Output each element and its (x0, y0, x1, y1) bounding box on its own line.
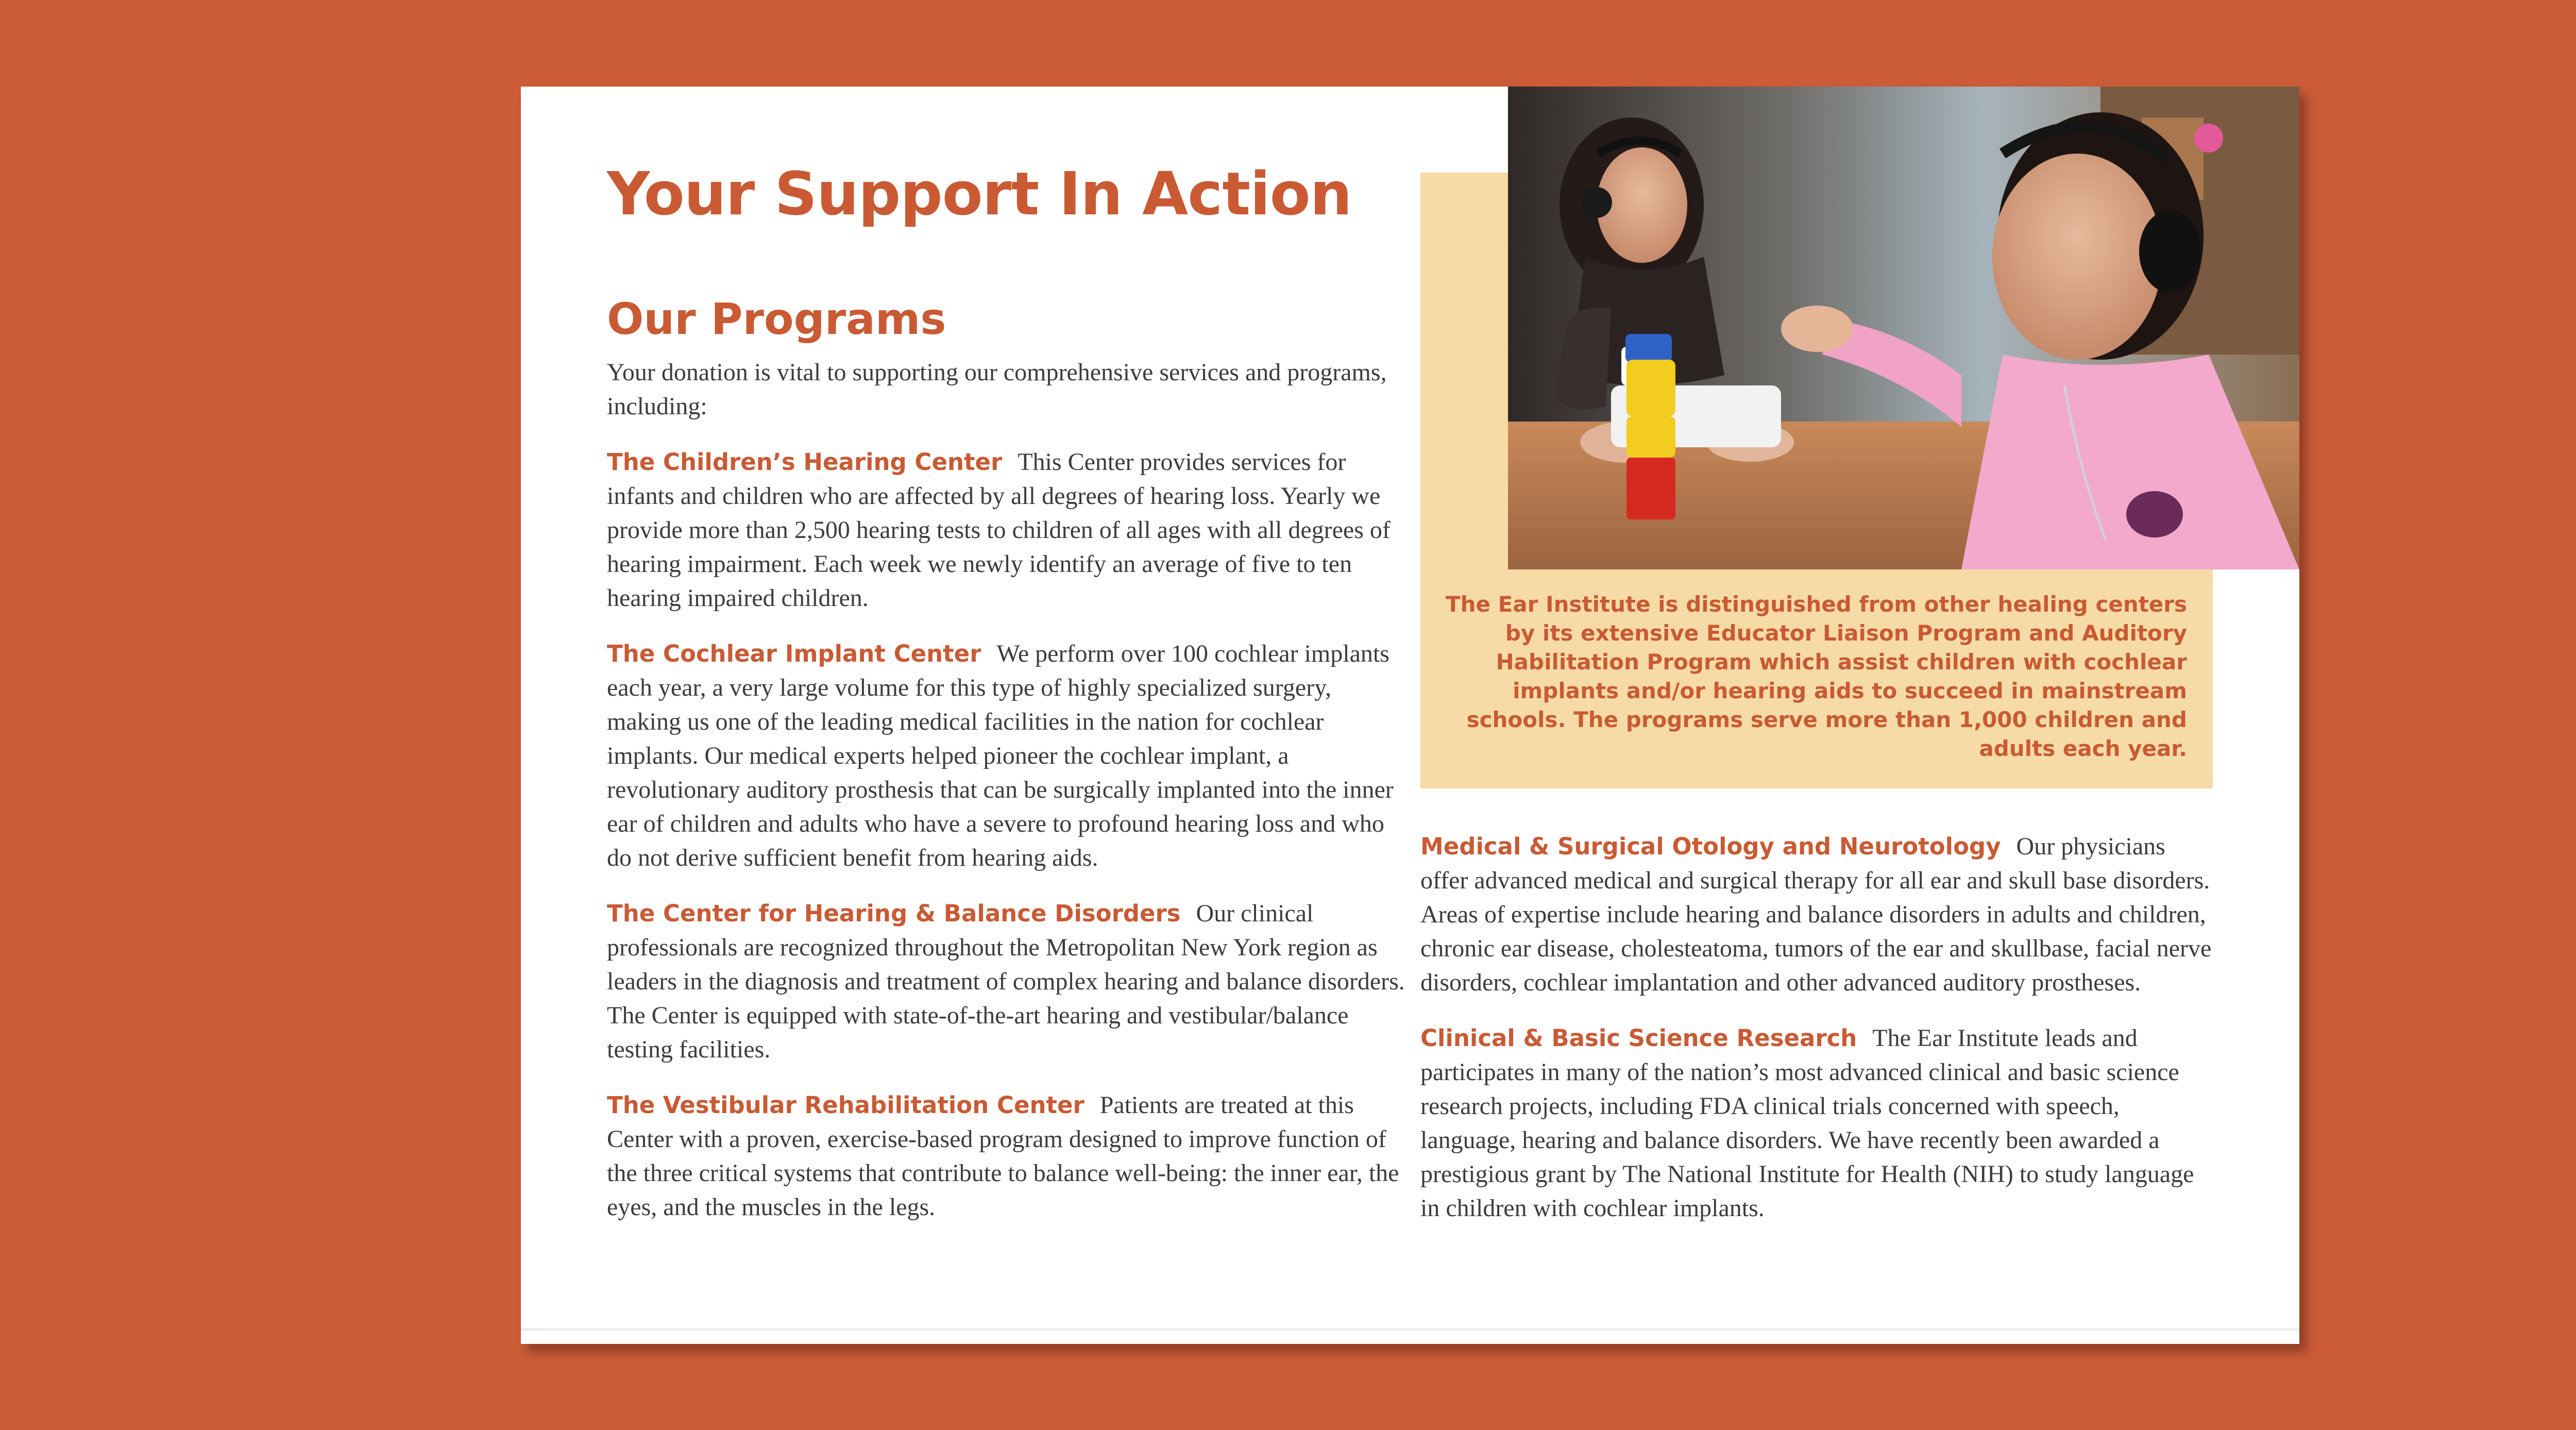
program-description: We perform over 100 cochlear implants each year, a very large volume for this type of highly specialized surgery, making us one of the leading medical facilities in the nation for cochlear implants. Our medical experts helped pioneer the cochlear implant, a revolutionary auditory prosthesis that can be surgically implanted into the inner ear of children and adults who have a severe to profound hearing loss and who do not derive sufficient benefit from hearing aids. (607, 640, 1394, 871)
program-title: The Vestibular Rehabilitation Center (607, 1091, 1084, 1119)
program-description: Our clinical professionals are recognized throughout the Metropolitan New York region as leaders in the diagnosis and treatment of complex hearing and balance disorders. The Center is equipped with state-of-the-art hearing and vestibular/balance testing facilities. (607, 900, 1405, 1063)
right-column (1420, 830, 2216, 1247)
callout-text: The Ear Institute is distinguished from other healing centers by its extensive Educator Liaison Program and Auditory Habilitation Program which assist children with cochlear implants and/or hearing aids to succeed in mainstream schools. The programs serve more than 1,000 children and adults each year. (1445, 592, 2187, 761)
program-description: The Ear Institute leads and participates in many of the nation’s most advanced clinical and basic science research projects, including FDA clinical trials concerned with speech, language, hearing and balance disorders. We have recently been awarded a prestigious grant by The National Institute for Health (NIH) to study language in children with cochlear implants. (1420, 1024, 2194, 1222)
page-title: Your Support In Action (607, 160, 1352, 229)
program-title: The Cochlear Implant Center (607, 640, 981, 667)
program-entry (1420, 830, 2216, 1000)
program-description: Patients are treated at this Center with a proven, exercise-based program designed to improve function of the three critical systems that contribute to balance well-being: the inner ear, the eyes, and the muscles in the legs. (607, 1091, 1399, 1221)
programs-intro: Your donation is vital to supporting our comprehensive services and programs, including: (607, 359, 1387, 420)
page-bottom-edge (521, 1328, 2299, 1331)
program-title: The Center for Hearing & Balance Disorders (607, 900, 1181, 927)
program-entry (607, 1088, 1411, 1224)
section-heading: Our Programs (607, 294, 946, 344)
program-title: Medical & Surgical Otology and Neurotology (1420, 833, 2001, 860)
program-entry (1420, 1021, 2216, 1225)
program-entry (607, 897, 1411, 1067)
left-column (607, 356, 1411, 1246)
program-description: Our physicians offer advanced medical and surgical therapy for all ear and skull base disorders. Areas of expertise include hearing and balance disorders in adults and children, chronic ear disease, cholesteatoma, tumors of the ear and skullbase, facial nerve disorders, cochlear implantation and other advanced auditory prostheses. (1420, 833, 2212, 996)
program-entry (607, 637, 1411, 875)
program-title: The Children’s Hearing Center (607, 448, 1003, 476)
photo-child-hearing-test (1508, 87, 2299, 569)
program-description: This Center provides services for infants and children who are affected by all degrees of hearing loss. Yearly we provide more than 2,500 hearing tests to children of all ages with all degrees of hearing impairment. Each week we newly identify an average of five to ten hearing impaired children. (607, 448, 1391, 612)
program-title: Clinical & Basic Science Research (1420, 1024, 1857, 1052)
program-entry (607, 445, 1411, 615)
